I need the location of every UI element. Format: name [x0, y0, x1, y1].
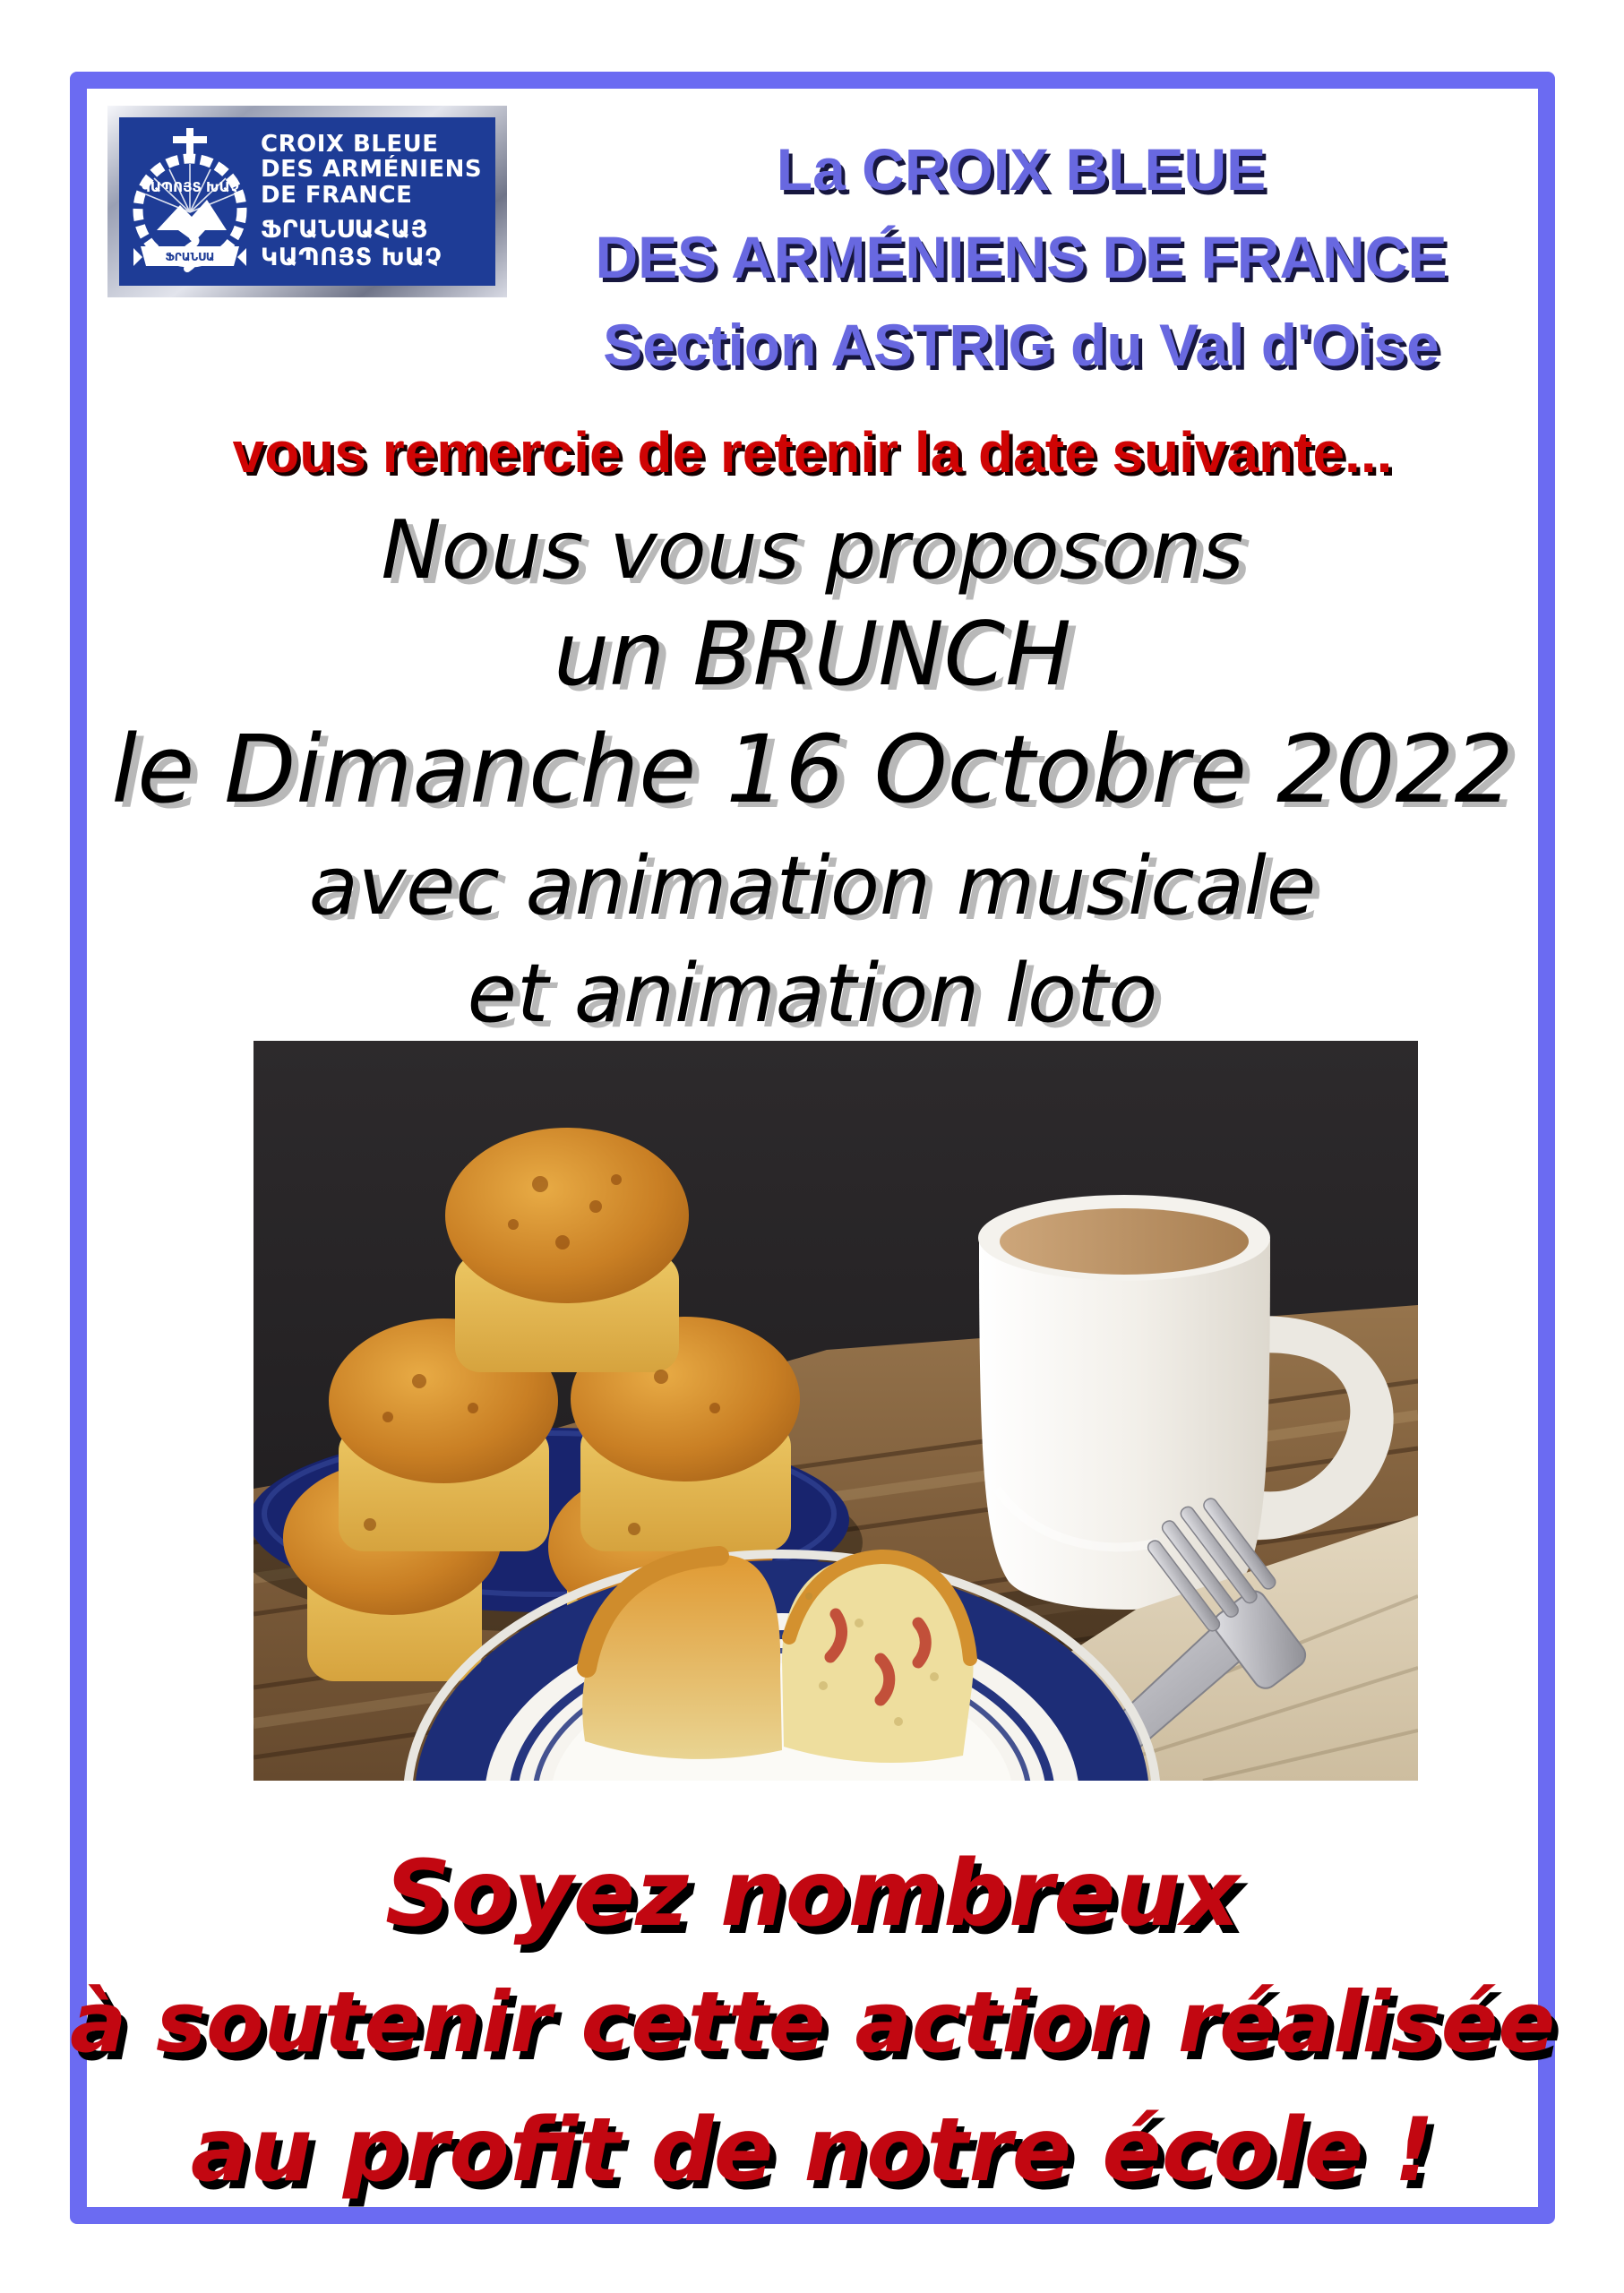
title-line-1: La CROIX BLEUE	[776, 136, 1267, 202]
announcement-line-2: un BRUNCH	[554, 604, 1071, 706]
mount-ararat-icon	[157, 200, 227, 230]
footer-call-to-action	[70, 1829, 1555, 2214]
page-title	[502, 125, 1541, 389]
title-line-3: Section ASTRIG du Val d'Oise	[603, 312, 1439, 378]
muffins-and-coffee-photo	[253, 1041, 1418, 1781]
announcement-line-4: avec animation musicale	[308, 839, 1317, 933]
logo-am-line1: ՖՐԱՆՍԱՀԱՅ	[261, 216, 428, 245]
announcement-line-5: et animation loto	[467, 947, 1158, 1041]
footer-line-2: à soutenir cette action réalisée	[70, 1974, 1556, 2072]
logo-fr-line2: DES ARMÉNIENS	[261, 156, 483, 184]
footer-line-1: Soyez nombreux	[385, 1841, 1240, 1947]
croix-bleue-emblem-icon	[123, 123, 257, 280]
footer-line-3: au profit de notre école !	[190, 2100, 1435, 2202]
thanks-line: vous remercie de retenir la date suivante...	[232, 420, 1393, 485]
announcement-line-1: Nous vous proposons	[381, 503, 1244, 597]
title-line-2: DES ARMÉNIENS DE FRANCE	[595, 224, 1448, 290]
logo-fr-line1: CROIX BLEUE	[261, 130, 439, 158]
brunch-photo	[253, 1041, 1418, 1781]
logo-am-line2: ԿԱՊՈՅՏ ԽԱՉ	[261, 244, 443, 272]
logo-fr-line3: DE FRANCE	[261, 181, 413, 209]
logo-text-block	[257, 132, 492, 272]
emblem-banner-text: ՖՐԱՆՍԱ	[165, 251, 215, 263]
logo-inner-panel	[119, 117, 495, 286]
croix-bleue-logo-plaque	[107, 106, 507, 297]
coffee-surface	[1000, 1208, 1249, 1275]
emblem-center-text: ԿԱՊՈՅՏ ԽԱՉ	[141, 179, 239, 195]
banner-ribbon	[133, 246, 246, 266]
announcement-line-3: le Dimanche 16 Octobre 2022	[111, 715, 1514, 824]
announcement-block	[70, 500, 1555, 1046]
